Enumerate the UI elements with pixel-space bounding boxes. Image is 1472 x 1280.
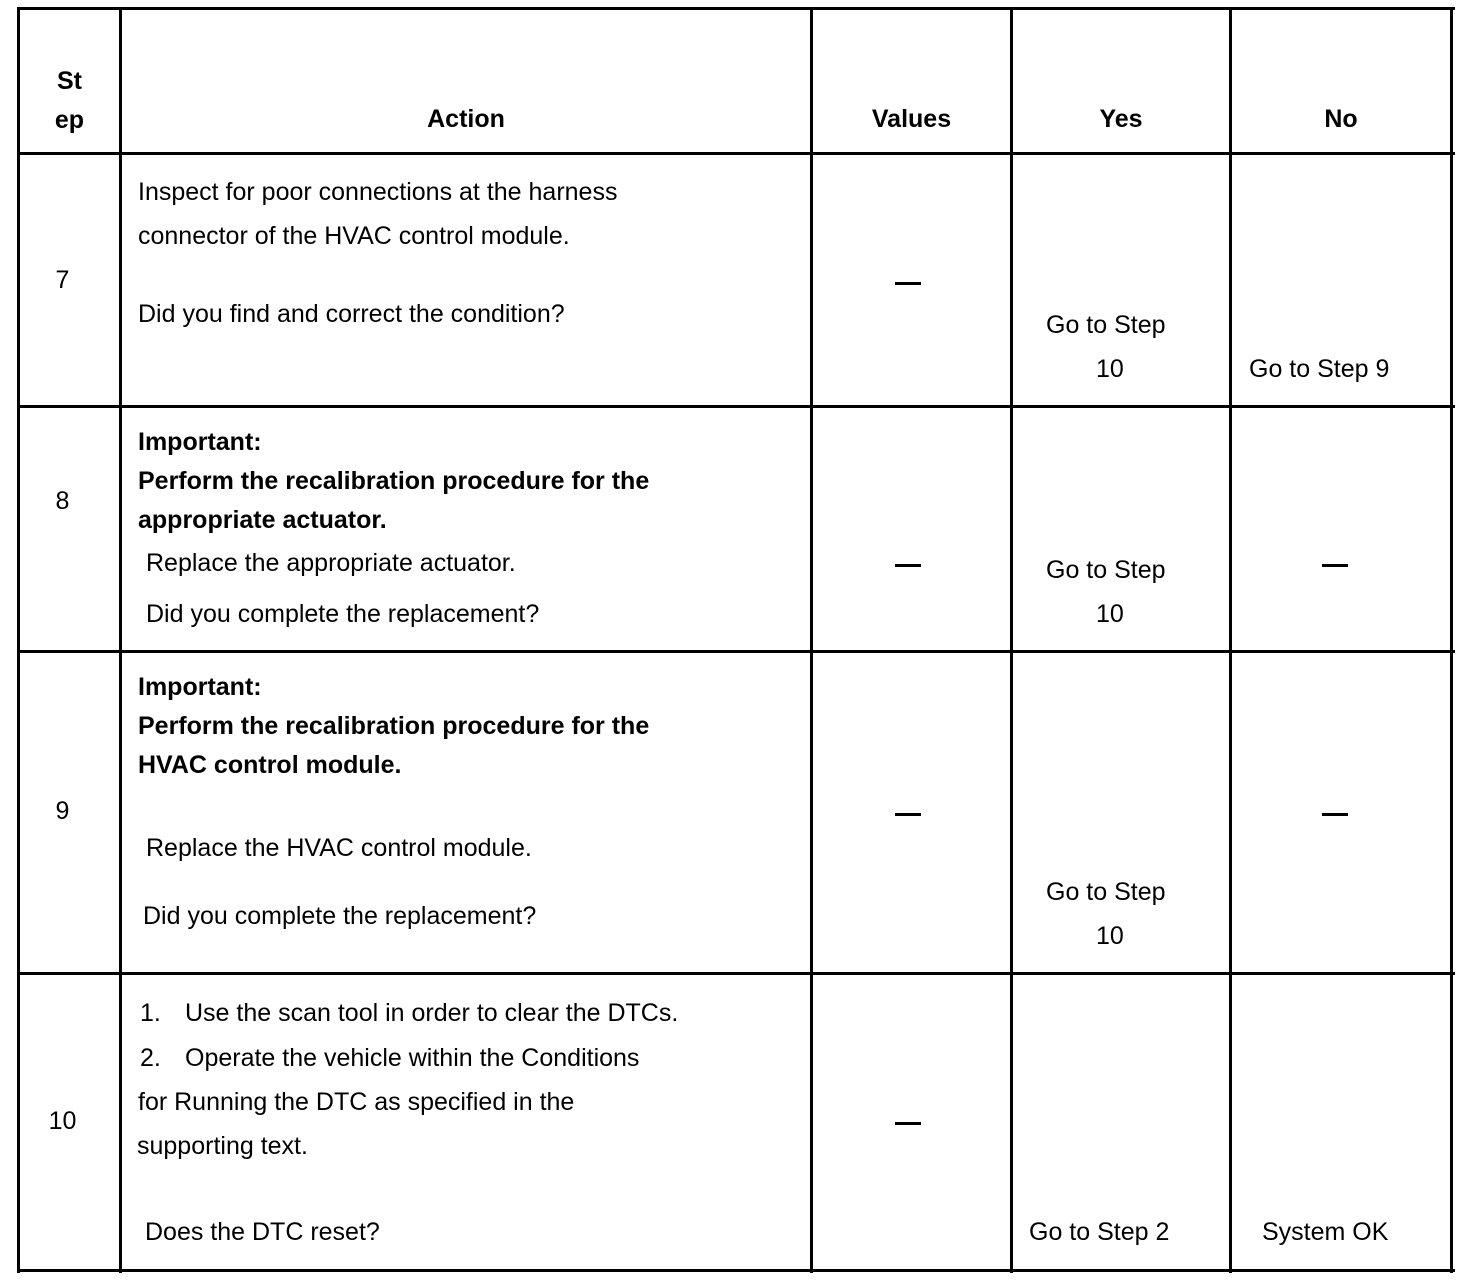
header-step: [20, 66, 119, 135]
list-item: supporting text.: [137, 1132, 308, 1160]
list-item: Use the scan tool in order to clear the DTCs.: [185, 999, 679, 1027]
step-number: 10: [48, 1107, 77, 1135]
important-note: appropriate actuator.: [138, 506, 387, 534]
list-item-number: 1.: [140, 999, 161, 1027]
no-result: System OK: [1262, 1218, 1389, 1246]
action-text: connector of the HVAC control module.: [138, 222, 570, 250]
values-dash: [895, 1122, 921, 1125]
table-border-top: [17, 7, 1455, 10]
table-border-right: [1450, 7, 1453, 1273]
important-label: Important:: [138, 428, 262, 456]
row-divider: [17, 405, 1455, 408]
important-label: Important:: [138, 673, 262, 701]
yes-result-step: 10: [1096, 355, 1124, 383]
no-dash: [1322, 564, 1348, 567]
important-note: Perform the recalibration procedure for the: [138, 467, 650, 495]
step-number: 7: [55, 266, 70, 294]
table-border-bottom: [17, 1269, 1455, 1272]
column-divider: [119, 7, 122, 1273]
action-question: Did you complete the replacement?: [143, 902, 537, 930]
action-question: Did you find and correct the condition?: [138, 300, 565, 328]
step-number: 8: [55, 487, 70, 515]
header-step-line2: ep: [54, 106, 85, 134]
list-item: for Running the DTC as specified in the: [138, 1088, 575, 1116]
column-divider: [1010, 7, 1013, 1273]
action-question: Does the DTC reset?: [145, 1218, 380, 1246]
yes-result: Go to Step: [1046, 878, 1166, 906]
values-dash: [895, 564, 921, 567]
important-note: Perform the recalibration procedure for the: [138, 712, 650, 740]
values-dash: [895, 282, 921, 285]
column-divider: [1229, 7, 1232, 1273]
header-no: No: [1324, 105, 1358, 133]
yes-result-step: 10: [1096, 922, 1124, 950]
values-dash: [895, 813, 921, 816]
header-yes: Yes: [1099, 105, 1143, 133]
important-note: HVAC control module.: [138, 751, 402, 779]
no-dash: [1322, 813, 1348, 816]
list-item: Operate the vehicle within the Conditions: [185, 1044, 640, 1072]
row-divider: [17, 650, 1455, 653]
action-text: Inspect for poor connections at the harness: [138, 178, 618, 206]
table-border-left: [17, 7, 20, 1273]
list-item-number: 2.: [140, 1044, 161, 1072]
header-action: Action: [427, 105, 505, 133]
yes-result: Go to Step: [1046, 311, 1166, 339]
header-divider: [17, 152, 1455, 155]
no-result: Go to Step 9: [1249, 355, 1390, 383]
action-question: Did you complete the replacement?: [146, 600, 540, 628]
action-text: Replace the appropriate actuator.: [146, 549, 516, 577]
yes-result: Go to Step: [1046, 556, 1166, 584]
step-number: 9: [55, 797, 70, 825]
yes-result-step: 10: [1096, 600, 1124, 628]
row-divider: [17, 972, 1455, 975]
yes-result: Go to Step 2: [1029, 1218, 1170, 1246]
header-step-line1: St: [57, 67, 82, 95]
header-values: Values: [871, 105, 952, 133]
column-divider: [810, 7, 813, 1273]
action-text: Replace the HVAC control module.: [146, 834, 532, 862]
